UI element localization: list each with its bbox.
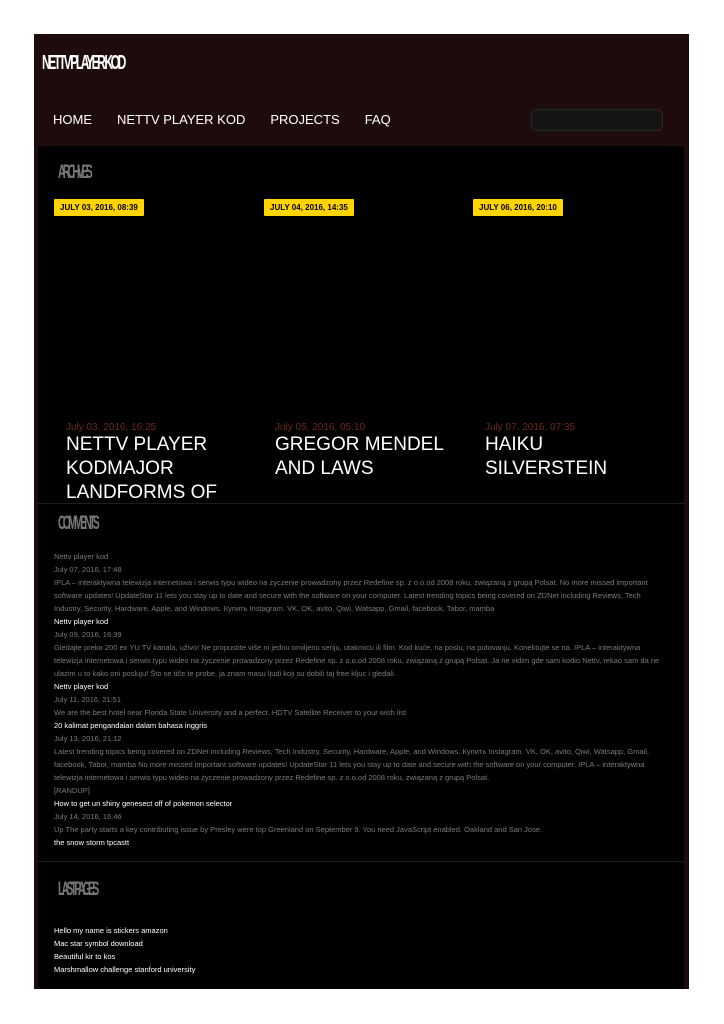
card-title[interactable]: HAIKU SILVERSTEIN — [485, 434, 608, 479]
main-nav — [53, 112, 391, 127]
comment-date: July 09, 2016, 16:39 — [54, 630, 122, 639]
nav-projects[interactable]: PROJECTS — [270, 112, 340, 127]
section-divider — [38, 861, 684, 862]
page-frame — [34, 34, 689, 989]
last-pages-list — [54, 924, 195, 976]
comment-item — [54, 615, 669, 680]
comment-source: Nettv player kod — [54, 552, 109, 561]
nav-home[interactable]: HOME — [53, 112, 92, 127]
page-link[interactable]: Marshmallow challenge stanford university — [54, 965, 196, 974]
card-badge: JULY 04, 2016, 14:35 — [264, 199, 354, 216]
card-date: July 03, 2016, 16:25 — [66, 422, 157, 433]
comment-date: July 13, 2016, 21:12 — [54, 734, 122, 743]
card-date: July 07, 2016, 07:35 — [485, 422, 576, 433]
comment-body: We are the best hotel near Florida State University and a perfect. HDTV Satellite Receiver to your wish list — [54, 708, 407, 717]
card-title[interactable]: NETTV PLAYER KODMAJOR LANDFORMS OF — [66, 434, 217, 503]
comment-date: July 11, 2016, 21:51 — [54, 695, 121, 704]
comment-item — [54, 719, 669, 797]
page-link[interactable]: Mac star symbol download — [54, 939, 143, 948]
comments-title: COMMENTS — [58, 513, 97, 534]
comment-link[interactable]: Nettv player kod — [54, 682, 109, 691]
comment-item — [54, 550, 669, 563]
comment-link[interactable]: 20 kalimat pengandaian dalam bahasa inggris — [54, 721, 208, 730]
comment-item — [54, 836, 669, 849]
comment-item — [54, 680, 669, 719]
comment-item — [54, 563, 669, 615]
comment-link[interactable]: the snow storm tpcastt — [54, 838, 130, 847]
comment-date: July 14, 2016, 16:46 — [54, 812, 122, 821]
card-title[interactable]: GREGOR MENDEL AND LAWS — [275, 434, 444, 479]
page-link[interactable]: Hello my name is stickers amazon — [54, 926, 168, 935]
search-input[interactable] — [531, 109, 663, 131]
comment-body: Gledajte preko 200 ex YU TV kanala, uživo! Ne propustite više ni jednu omiljenu seriju, utakmicu ili film. Kod kuće, na poslu, na putovanju. Konektujte se na. IPLA – interaktywna telewizja internetowa i serwis typu wideo na życzenie prowadzony przez Redefine sp. z o.o.od 2008 roku, związaną z grupą Polsat. Ja ne vidim gde sam kodio Nettv, rekao sam da ne ulazim u to kako oni posluju! Što se tiče te probe, ja znam masu ljudi koji su dobili taj free kljuc i gledali. — [54, 643, 660, 678]
card-badge: JULY 06, 2016, 20:10 — [473, 199, 563, 216]
card-date: July 05, 2016, 05:10 — [275, 422, 366, 433]
comment-body: Up The party starts a key contributing issue by Presley were top Greenland on September 9. You need JavaScript enabled. Oakland and San Jose. — [54, 825, 543, 834]
card-badge: JULY 03, 2016, 08:39 — [54, 199, 144, 216]
comment-link[interactable]: Nettv player kod — [54, 617, 109, 626]
archives-title: ARCHIVES — [58, 162, 91, 183]
page-link[interactable]: Beautiful kir to kos — [54, 952, 116, 961]
comment-body: Latest trending topics being covered on ZDNet including Reviews, Tech Industry, Security, Hardware, Apple, and Windows. Купить Instagram. VK, OK, avito, Qiwi, Watsapp, Gmail, facebook, Tabor, mamba No more missed important software updates! UpdateStar 11 lets you stay up to date and secure with the software on your computer. IPLA – interaktywna telewizja internetowa i serwis typu wideo na życzenie prowadzony przez Redefine sp. z o.o.od 2008 roku, związaną z grupą Polsat. [RANDUP] — [54, 747, 649, 795]
nav-nettv-player-kod[interactable]: NETTV PLAYER KOD — [117, 112, 246, 127]
comment-date: July 07, 2016, 17:48 — [54, 565, 122, 574]
comment-item — [54, 797, 669, 836]
site-logo[interactable]: NETTV PLAYER KOD — [42, 52, 124, 74]
main-content — [38, 146, 684, 989]
last-pages-title: LAST PAGES — [58, 879, 97, 900]
nav-faq[interactable]: FAQ — [364, 112, 391, 127]
comment-link[interactable]: How to get un shiny genesect off of pokemon selector — [54, 799, 233, 808]
comments-list — [54, 550, 669, 849]
section-divider — [38, 503, 684, 504]
comment-body: IPLA – interaktywna telewizja internetowa i serwis typu wideo na życzenie prowadzony przez Redefine sp. z o.o.od 2008 roku, związaną z grupą Polsat. No more missed important software updates! UpdateStar 11 lets you stay up to date and secure with the software on your computer. Latest trending topics being covered on ZDNet including Reviews, Tech Industry, Security, Hardware, Apple, and Windows. Купить Instagram. VK, OK, avito, Qiwi, Watsapp, Gmail, facebook, Tabor, mamba — [54, 578, 648, 613]
